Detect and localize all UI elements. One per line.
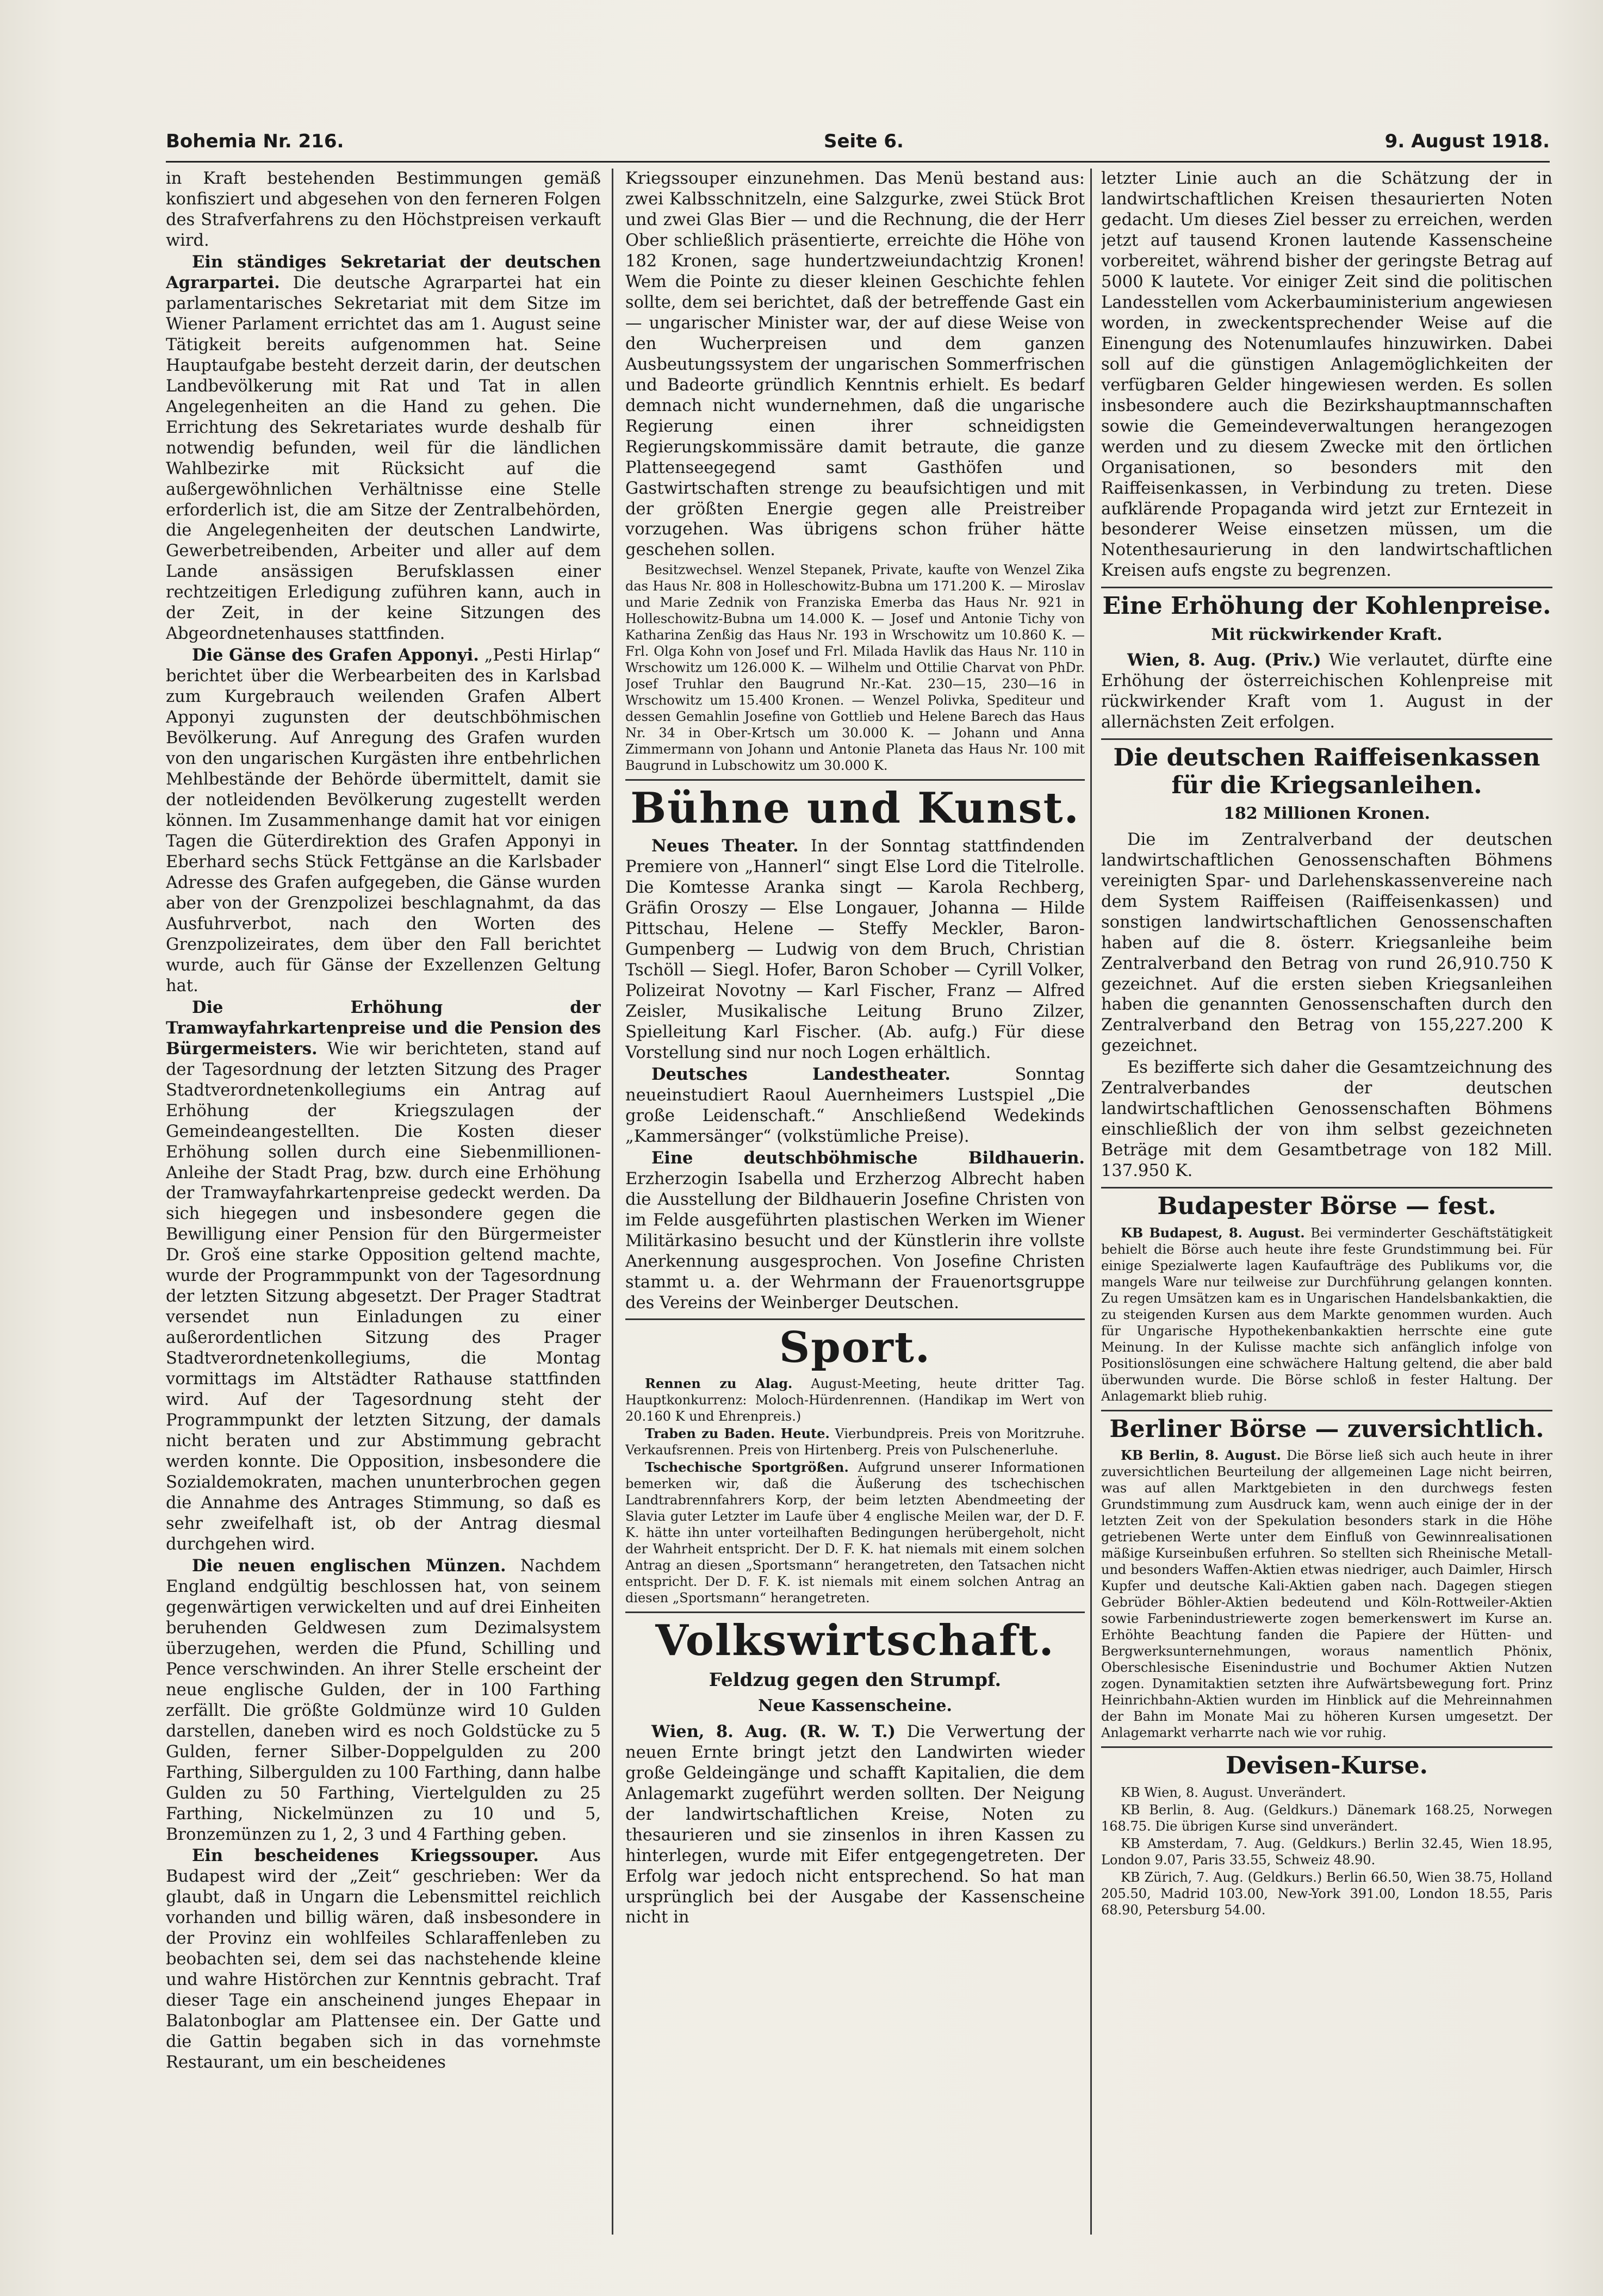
besitzwechsel-notice: Besitzwechsel. Wenzel Stepanek, Private, kaufte von Wenzel Zika das Haus Nr. 808 in Holleschowitz-Bubna um 171.200 K. — Miroslav und Marie Zednik von Franziska Emerba das Haus Nr. 921 in Holleschowitz-Bubna um 14.000 K. — Josef und Antonie Tichy von Katharina Zenßig das Haus Nr. 193 in Wrschowitz um 10.860 K. — Frl. Olga Kohn von Josef und Frl. Milada Havlik das Haus Nr. 110 in Wrschowitz um 126.000 K. — Wilhelm und Ottilie Charvat von PhDr. Josef Truhlar den Baugrund Nr.-Kat. 230—15, 230—16 in Wrschowitz um 15.400 Kronen. — Wenzel Polivka, Spediteur und dessen Gemahlin Josefine von Gottlieb und Helene Barech das Haus Nr. 34 in Ober-Krtsch um 30.000 K. — Johann und Anna Zimmermann von Johann und Antonie Planeta das Haus Nr. 100 mit Baugrund in Lubschowitz um 30.000 K.: [625, 562, 1085, 774]
article-subheadline: Mit rückwirkender Kraft.: [1211, 625, 1443, 644]
article-headline-budapest: Budapester Börse — fest.: [1101, 1187, 1552, 1221]
article-paragraph: Die neuen englischen Münzen. Nachdem England endgültig beschlossen hat, von seinem gegenwärtigen verwickelten und auf drei Einheiten beruhenden Geldwesen zum Dezimalsystem überzugehen, werden die Pfund, Schilling und Pence verschwinden. An ihrer Stelle erscheint der neue englische Gulden, der in 100 Farthing zerfällt. Die größte Goldmünze wird 10 Gulden darstellen, daneben wird es noch Goldstücke zu 5 Gulden, ferner Silber-Doppelgulden zu 200 Farthing, Silbergulden zu 100 Farthing, dann halbe Gulden zu 50 Farthing, Viertelgulden zu 25 Farthing, Nickelmünzen zu 10 und 5, Bronzemünzen zu 1, 2, 3 und 4 Farthing geben.: [166, 1555, 601, 1844]
article-headline-berlin: Berliner Börse — zuversichtlich.: [1101, 1410, 1552, 1443]
devisen-line: KB Amsterdam, 7. Aug. (Geldkurs.) Berlin 32.45, Wien 18.95, London 9.07, Paris 33.55, Schweiz 48.90.: [1101, 1835, 1552, 1868]
article-paragraph: Neues Theater. In der Sonntag stattfindenden Premiere von „Hannerl“ singt Else Lord die Titelrolle. Die Komtesse Aranka singt — Karola Rechberg, Gräfin Oroszy — Else Longauer, Johanna — Hilde Pittschau, Helene — Steffy Meckler, Baron-Gumpenberg — Ludwig von dem Bruch, Christian Tschöll — Siegl. Hofer, Baron Schober — Cyrill Volker, Polizeirat Novotny — Karl Fischer, Franz — Alfred Zeisler, Musikalische Leitung Bruno Zilzer, Spielleitung Karl Fischer. (Ab. aufg.) Für diese Vorstellung sind nur noch Logen erhältlich.: [625, 836, 1085, 1062]
header-page-number: Seite 6.: [824, 130, 904, 152]
article-paragraph: letzter Linie auch an die Schätzung der in landwirtschaftlichen Kreisen thesaurierten Noten gedacht. Um dieses Ziel besser zu erreichen, werden jetzt auf tausend Kronen lautende Kassenscheine vorbereitet, während bisher der geringste Betrag auf 5000 K lautete. Vor einiger Zeit sind die politischen Landesstellen vom Ackerbauministerium angewiesen worden, in zweckentsprechender Weise auf die Einengung des Notenumlaufes hinzuwirken. Dabei soll auf die günstigen Anlagemöglichkeiten der verfügbaren Gelder hingewiesen werden. Es sollen insbesondere auch die Bezirkshauptmannschaften sowie die Gemeindeverwaltungen herangezogen werden und zu diesem Zwecke mit den örtlichen Organisationen, so besonders mit den Raiffeisenkassen, in Verbindung zu treten. Diese aufklärende Propaganda wird jetzt zur Erntezeit in besonderer Weise einsetzen müssen, um die Notenthesaurierung in den landwirtschaftlichen Kreisen aufs engste zu begrenzen.: [1101, 169, 1552, 581]
article-paragraph: Wien, 8. Aug. (Priv.) Wie verlautet, dürfte eine Erhöhung der österreichischen Kohlenpreise mit rückwirkender Kraft vom 1. August in der allernächsten Zeit erfolgen.: [1101, 650, 1552, 732]
article-paragraph: Die im Zentralverband der deutschen landwirtschaftlichen Genossenschaften Böhmens vereinigten Spar- und Darlehenskassenvereine nach dem System Raiffeisen (Raiffeisenkassen) und sonstigen landwirtschaftlichen Genossenschaften haben auf die 8. österr. Kriegsanleihe beim Zentralverband den Betrag von rund 26,910.750 K gezeichnet. Auf die ersten sieben Kriegsanleihen haben die genannten Genossenschaften durch den Zentralverband den Betrag von 155,227.200 K gezeichnet.: [1101, 830, 1552, 1056]
article-paragraph: Wien, 8. Aug. (R. W. T.) Die Verwertung der neuen Ernte bringt jetzt den Landwirten wieder große Geldeingänge und schafft Kapitalien, die dem Anlagemarkt zugeführt werden sollten. Der Neigung der landwirtschaftlichen Kreise, Noten zu thesaurieren und sie zinsenlos in ihren Kassen zu hinterlegen, wurde mit Eifer entgegengetreten. Der Erfolg war jedoch nicht entsprechend. So hat man ursprünglich bei der Ausgabe der Kassenscheine nicht in: [625, 1721, 1085, 1927]
article-headline: Feldzug gegen den Strumpf.: [709, 1669, 1002, 1691]
section-title-buehne: Bühne und Kunst.: [625, 779, 1085, 832]
article-headline-devisen: Devisen-Kurse.: [1101, 1746, 1552, 1780]
budapest-report: KB Budapest, 8. August. Bei verminderter Geschäftstätigkeit behielt die Börse auch heute ihre feste Grundstimmung bei. Für einige Spezialwerte lagen Kaufaufträge des Publikums vor, die mangels Ware nur teilweise zur Durchführung gelangen konnten. Zu regen Umsätzen kam es in Ungarischen Handelsbankaktien, die zu steigenden Kursen aus dem Markte genommen wurden. Auch für Ungarische Hypothekenbankaktien herrschte eine gute Meinung. In der Kulisse machte sich anfänglich infolge von Positionslösungen eine schwächere Haltung geltend, die aber bald überwunden wurde. Die Börse schloß in fester Haltung. Der Anlagemarkt blieb ruhig.: [1101, 1224, 1552, 1404]
sport-notices: Rennen zu Alag. August-Meeting, heute dritter Tag. Hauptkonkurrenz: Moloch-Hürdenrennen. (Handikap im Wert von 20.160 K und Ehrenpreis.) Traben zu Baden. Heute. Vierbundpreis. Preis von Moritzruhe. Verkaufsrennen. Preis von Hirtenberg. Preis von Pulschenerluhe. Tschechische Sportgrößen. Aufgrund unserer Informationen bemerken wir, daß die Äußerung des tschechischen Landtrabrennfahrers Korp, der beim letzten Abendmeeting der Slavia guter Letzter im Laufe über 4 englische Meilen war, der D. F. K. hätte ihn unter vorteilhaften Bedingungen herübergeholt, nicht der Wahrheit entspricht. Der D. F. K. hat niemals mit einem solchen Antrag an diesen „Sportsmann“ herangetreten, den Tatsachen nicht entspricht. Der D. F. K. ist niemals mit einem solchen Antrag an diesen „Sportsmann“ herangetreten.: [625, 1376, 1085, 1606]
article-paragraph: Deutsches Landestheater. Sonntag neueinstudiert Raoul Auernheimers Lustspiel „Die große Leidenschaft.“ Anschließend Wedekinds „Kammersänger“ (volkstümliche Preise).: [625, 1064, 1085, 1146]
article-paragraph: Eine deutschböhmische Bildhauerin. Erzherzogin Isabella und Erzherzog Albrecht haben die Ausstellung der Bildhauerin Josefine Christen von im Felde ausgeführten plastischen Werken im Wiener Militärkasino besucht und der Künstlerin ihre vollste Anerkennung ausgesprochen. Von Josefine Christen stammt u. a. der Wehrmann der Frauenortsgruppe des Vereins der Weinberger Deutschen.: [625, 1148, 1085, 1312]
article-paragraph: in Kraft bestehenden Bestimmungen gemäß konfisziert und abgesehen von den ferneren Folgen des Strafverfahrens zu den Höchstpreisen verkauft wird.: [166, 169, 601, 250]
column-divider: [612, 169, 613, 2235]
page-header: [166, 128, 1550, 163]
article-paragraph: Die Erhöhung der Tramwayfahrkartenpreise und die Pension des Bürgermeisters. Wie wir berichteten, stand auf der Tagesordnung der letzten Sitzung des Prager Stadtverordnetenkollegiums ein Antrag auf Erhöhung der Kriegszulagen der Gemeindeangestellten. Die Kosten dieser Erhöhung sollen durch eine Siebenmillionen-Anleihe der Stadt Prag, bzw. durch eine Erhöhung der Tramwayfahrkartenpreise gedeckt werden. Da sich hiegegen und insbesondere gegen die Bewilligung einer Pension für den Bürgermeister Dr. Groš eine starke Opposition geltend machte, wurde der Programmpunkt von der Tagesordnung der letzten Sitzung abgesetzt. Der Prager Stadtrat versendet nun Einladungen zu einer außerordentlichen Sitzung des Prager Stadtverordnetenkollegiums, die Montag vormittags im Altstädter Rathause stattfinden wird. Auf der Tagesordnung steht der Programmpunkt der letzten Sitzung, der damals nicht beraten und zur Abstimmung gebracht werden konnte. Die Opposition, insbesondere die Sozialdemokraten, machen ununterbrochen gegen die Annahme des Antrages Stimmung, so daß es sehr zweifelhaft ist, ob der Antrag diesmal durchgehen wird.: [166, 997, 601, 1554]
devisen-list: [1101, 1784, 1552, 1918]
article-paragraph: Ein ständiges Sekretariat der deutschen Agrarpartei. Die deutsche Agrarpartei hat ein parlamentarisches Sekretariat mit dem Sitze im Wiener Parlament errichtet das am 1. August seine Tätigkeit bereits aufgenommen hat. Seine Hauptaufgabe besteht derzeit darin, der deutschen Landbevölkerung mit Rat und Tat in allen Angelegenheiten an die Hand zu gehen. Die Errichtung des Sekretariates wurde deshalb für notwendig befunden, weil für die ländlichen Wahlbezirke mit Rücksicht auf die außergewöhnlichen Verhältnisse eine Stelle erforderlich ist, die am Sitze der Zentralbehörden, die Angelegenheiten der deutschen Landwirte, Gewerbetreibenden, Arbeiter und aller auf dem Lande ansässigen Berufsklassen einer rechtzeitigen Erledigung zuführen kann, auch in der Zeit, in der keine Sitzungen des Abgeordnetenhauses stattfinden.: [166, 252, 601, 644]
section-title-volkswirtschaft: Volkswirtschaft.: [625, 1611, 1085, 1664]
devisen-line: KB Zürich, 7. Aug. (Geldkurs.) Berlin 66.50, Wien 38.75, Holland 205.50, Madrid 103.00, New-York 391.00, London 18.55, Paris 68.90, Petersburg 54.00.: [1101, 1869, 1552, 1918]
section-title-sport: Sport.: [625, 1318, 1085, 1371]
berlin-report: KB Berlin, 8. August. Die Börse ließ sich auch heute in ihrer zuversichtlichen Beurteilung der allgemeinen Lage nicht beirren, was auf allen Marktgebieten in den durchwegs festen Grundstimmung zum Ausdruck kam, wenn auch einige der in der letzten Zeit von der Spekulation besonders stark in die Höhe getriebenen Werte unter dem Einfluß von Gewinnrealisationen mäßige Kurseinbußen erfuhren. So stellten sich Rheinische Metall- und besonders Waffen-Aktien etwas niedriger, auch Daimler, Hirsch Kupfer und deutsche Kali-Aktien gaben nach. Dagegen stiegen Gebrüder Böhler-Aktien bedeutend und Köln-Rottweiler-Aktien sowie Farbenindustriewerte zogen bemerkenswert im Kurse an. Erhöhte Beachtung fanden die Papiere der Hütten- und Bergwerksunternehmungen, woraus namentlich Phönix, Oberschlesische Eisenindustrie und Bochumer Aktien Nutzen zogen. Dynamitaktien setzten ihre Aufwärtsbewegung fort. Prinz Heinrichbahn-Aktien wurden im Hinblick auf die Mehreinnahmen der Bahn im Monate Mai zu höheren Kursen umgesetzt. Der Anlagemarkt verharrte nach wie vor ruhig.: [1101, 1447, 1552, 1741]
article-subheadline: Neue Kassenscheine.: [758, 1696, 952, 1716]
article-paragraph: Ein bescheidenes Kriegssouper. Aus Budapest wird der „Zeit“ geschrieben: Wer da glaubt, daß in Ungarn die Lebensmittel reichlich vorhanden und billig wären, daß insbesondere in der Provinz ein wohlfeiles Schlaraffenleben zu beobachten sei, dem sei das nachstehende kleine und wahre Histörchen zur Kenntnis gebracht. Traf dieser Tage ein anscheinend junges Ehepaar in Balatonboglar am Plattensee ein. Der Gatte und die Gattin begaben sich in das vornehmste Restaurant, um ein bescheidenes: [166, 1846, 601, 2073]
devisen-line: KB Wien, 8. August. Unverändert.: [1121, 1784, 1346, 1800]
column-left: [166, 169, 601, 2235]
article-paragraph: Es bezifferte sich daher die Gesamtzeichnung des Zentralverbandes der deutschen landwirtschaftlichen Genossenschaften Böhmens einschließlich der von ihm selbst gezeichneten Beträge mit dem Gesamtbetrage von 182 Mill. 137.950 K.: [1101, 1058, 1552, 1181]
column-right: [1101, 169, 1552, 2235]
column-middle: [625, 169, 1085, 2235]
header-issue: Bohemia Nr. 216.: [166, 130, 344, 152]
article-headline-kohle: Eine Erhöhung der Kohlenpreise.: [1101, 587, 1552, 620]
article-headline-raiffeisen: Die deutschen Raiffeisenkassen für die Kriegsanleihen.: [1101, 738, 1552, 799]
column-divider: [1090, 169, 1092, 2235]
header-date: 9. August 1918.: [1384, 130, 1550, 152]
article-paragraph: Kriegssouper einzunehmen. Das Menü bestand aus: zwei Kalbsschnitzeln, eine Salzgurke, zwei Stück Brot und zwei Glas Bier — und die Rechnung, die der Herr Ober schließlich präsentierte, erreichte die Höhe von 182 Kronen, sage hundertzweiundachtzig Kronen! Wem die Pointe zu dieser kleinen Geschichte fehlen sollte, dem sei berichtet, daß der betreffende Gast ein — ungarischer Minister war, der auf diese Weise von den Wucherpreisen und dem ganzen Ausbeutungssystem der ungarischen Sommerfrischen und Badeorte gründlich Kenntnis erhielt. Es bedarf demnach nicht wundernehmen, daß die ungarische Regierung einen ihrer schneidigsten Regierungskommissäre damit betraute, die ganze Plattenseegegend samt Gasthöfen und Gastwirtschaften strenge zu beaufsichtigen und mit der größten Energie gegen alle Preistreiber vorzugehen. Was übrigens schon früher hätte geschehen sollen.: [625, 169, 1085, 560]
article-subheadline: 182 Millionen Kronen.: [1223, 804, 1431, 824]
article-paragraph: Die Gänse des Grafen Apponyi. „Pesti Hirlap“ berichtet über die Werbearbeiten des in Karlsbad zum Kurgebrauch weilenden Grafen Albert Apponyi zugunsten der deutschböhmischen Bevölkerung. Auf Anregung des Grafen wurden von den ungarischen Kurgästen ihre entbehrlichen Mehlbestände der Behörde übermittelt, damit sie der notleidenden Bevölkerung zugestellt werden können. Im Zusammenhange damit hat vor einigen Tagen die Güterdirektion des Grafen Apponyi in Eberhard sechs Stück Fettgänse an die Karlsbader Adresse des Grafen aufgegeben, die Gänse wurden aber von der Grenzpolizei beschlagnahmt, da das Ausfuhrverbot, nach den Worten des Grenzpolizeirates, dem über den Fall berichtet wurde, auch für Gänse der Exzellenzen Geltung hat.: [166, 645, 601, 995]
devisen-line: KB Berlin, 8. Aug. (Geldkurs.) Dänemark 168.25, Norwegen 168.75. Die übrigen Kurse sind unverändert.: [1101, 1802, 1552, 1834]
